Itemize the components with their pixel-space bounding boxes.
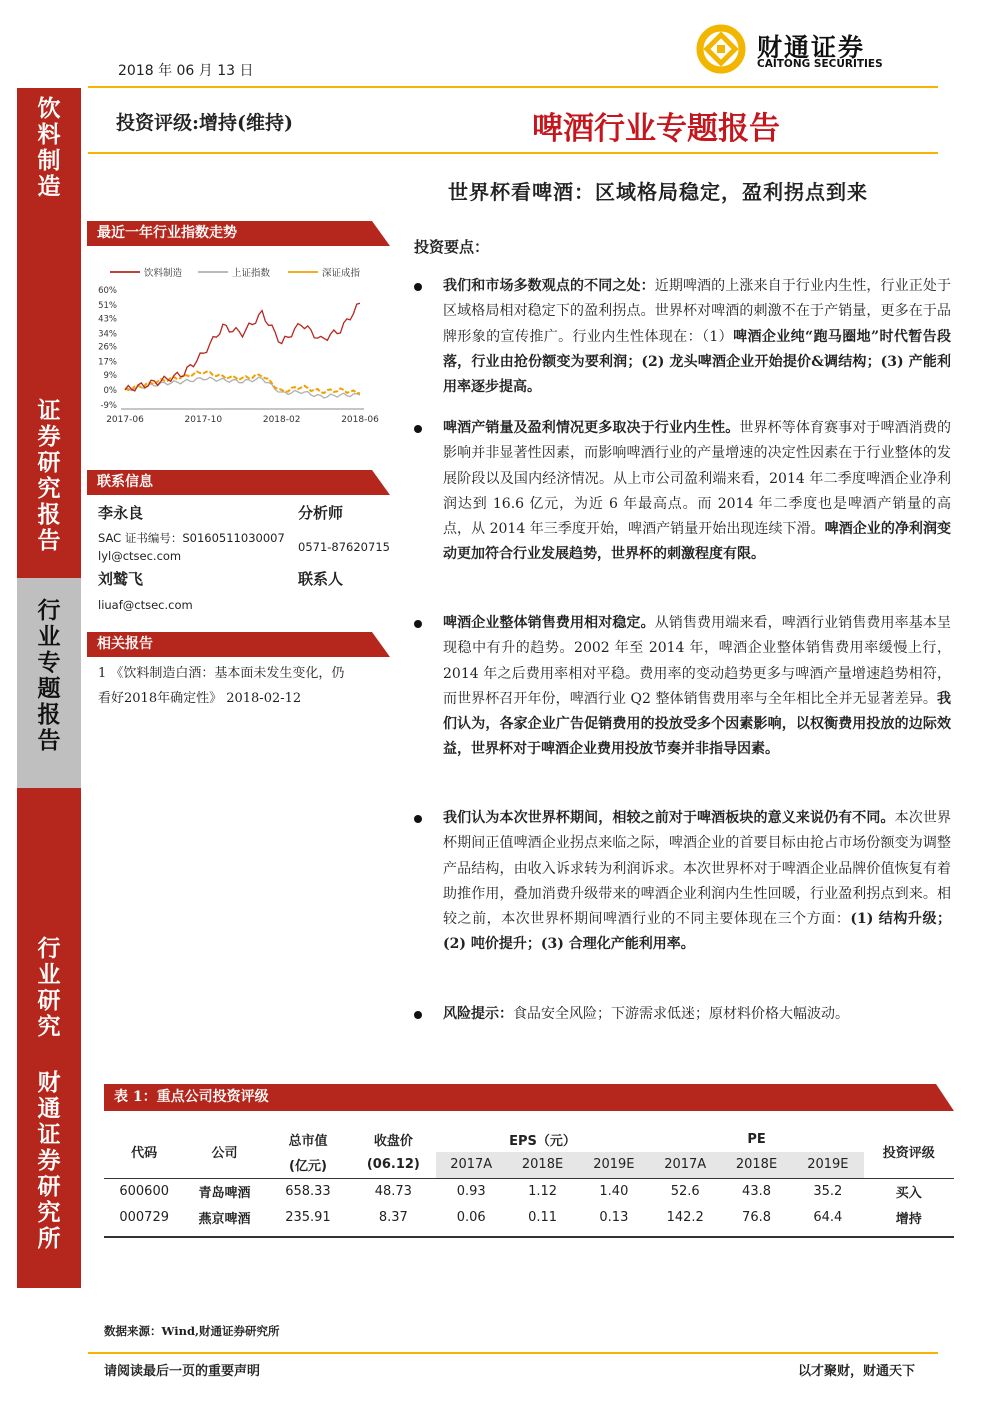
col-header-mcap: 总市值 bbox=[288, 1133, 328, 1149]
col-header-close: 收盘价 bbox=[373, 1133, 413, 1149]
point-3: 啤酒企业整体销售费用相对稳定。从销售费用端来看，啤酒行业销售费用率基本呈现稳中有升的趋势。2002 年至 2014 年，啤酒企业整体销售费用率缓慢上行，2014 年之后费用率相对平稳。费用率的变动趋势更多与啤酒产量增速趋势相符，而世界杯召开年份，啤酒行业 Q2 整体销售费用率与全年相比全并无显著差异。我们认为，各家企业广告促销费用的投放受多个因素影响，以权衡费用投放的边际效益，世界杯对于啤酒企业费用投放节奏并非指导因素。 bbox=[443, 615, 952, 758]
y-tick-label: 51% bbox=[98, 301, 117, 311]
analyst-name-2: 刘鹫飞 bbox=[98, 570, 144, 588]
col-header-close-date: (06.12) bbox=[366, 1157, 420, 1173]
related-section-heading: 相关报告 bbox=[87, 632, 390, 657]
y-tick-label: 26% bbox=[98, 342, 117, 353]
cell: 0.93 bbox=[456, 1183, 486, 1199]
cell: 0.06 bbox=[456, 1209, 486, 1225]
related-report-line2[interactable]: 看好2018年确定性》 2018-02-12 bbox=[98, 691, 302, 706]
related-report-line1[interactable]: 1 《饮料制造白酒：基本面未发生变化，仍 bbox=[98, 666, 345, 681]
point-4: 我们认为本次世界杯期间，相较之前对于啤酒板块的意义来说仍有不同。本次世界杯期间正值啤酒企业拐点来临之际，啤酒企业的首要目标由抢占市场份额变为调整产品结构，由收入诉求转为利润诉求。本次世界杯对于啤酒企业品牌价值恢复有着助推作用，叠加消费升级带来的啤酒企业利润内生性回暖，行业盈利拐点到来。相较之前，本次世界杯期间啤酒行业的不同主要体现在三个方面：(1) 结构升级；(2) 吨价提升；(3) 合理化产能利用率。 bbox=[443, 810, 951, 953]
analyst-phone: 0571-87620715 bbox=[298, 540, 390, 554]
analyst-email-1[interactable]: lyl@ctsec.com bbox=[98, 549, 182, 563]
x-tick-label: 2017-10 bbox=[184, 415, 223, 425]
col-year: 2017A bbox=[436, 1152, 507, 1178]
sidebar-label-report: 证 券 研 究 报 告 bbox=[37, 397, 61, 554]
sidebar-label-institute: 财 通 证 券 研 究 所 bbox=[37, 1069, 61, 1252]
analyst-email-2[interactable]: liuaf@ctsec.com bbox=[98, 598, 193, 612]
x-tick-label: 2018-02 bbox=[262, 415, 301, 425]
chart-section-heading: 最近一年行业指数走势 bbox=[87, 221, 390, 246]
col-year: 2018E bbox=[507, 1152, 578, 1178]
index-chart bbox=[90, 258, 390, 448]
rating-table bbox=[104, 1126, 954, 1230]
caitong-logo bbox=[693, 24, 923, 74]
cell: 43.8 bbox=[742, 1183, 771, 1199]
bullet-3 bbox=[414, 620, 422, 628]
bullet-5 bbox=[414, 1011, 422, 1019]
report-subtitle: 世界杯看啤酒：区域格局稳定，盈利拐点到来 bbox=[448, 180, 868, 204]
logo-cn-text: 财通证券 bbox=[757, 33, 866, 62]
cell: 235.91 bbox=[285, 1209, 331, 1225]
y-tick-label: 9% bbox=[103, 371, 117, 381]
cell: 142.2 bbox=[666, 1209, 704, 1225]
col-header-mcap-unit: (亿元) bbox=[289, 1159, 327, 1175]
analyst-role-1: 分析师 bbox=[298, 504, 344, 522]
cell: 增持 bbox=[895, 1211, 922, 1227]
x-tick-label: 2018-06 bbox=[341, 415, 379, 425]
analyst-name-1: 李永良 bbox=[98, 504, 144, 522]
report-date: 2018 年 06 月 13 日 bbox=[118, 63, 254, 79]
legend-label: 上证指数 bbox=[232, 268, 271, 279]
points-heading: 投资要点： bbox=[414, 238, 490, 256]
point-1: 我们和市场多数观点的不同之处：近期啤酒的上涨来自于行业内生性，行业正处于区域格局相对稳定下的盈利拐点。世界杯对啤酒的刺激不在于产销量，更多在于品牌形象的宣传推广。行业内生性体现在：（1）啤酒企业纯“跑马圈地”时代暂告段落，行业由抢份额变为要利润；(2) 龙头啤酒企业开始提价&调结构；(3) 产能利用率逐步提高。 bbox=[443, 278, 952, 396]
cell: 8.37 bbox=[378, 1209, 408, 1225]
report-type-title: 啤酒行业专题报告 bbox=[532, 111, 780, 147]
cell: 0.13 bbox=[599, 1209, 629, 1225]
cell: 658.33 bbox=[285, 1183, 331, 1199]
header-rule-top bbox=[88, 86, 938, 88]
footer-slogan: 以才聚财，财通天下 bbox=[798, 1364, 916, 1379]
cell: 青岛啤酒 bbox=[198, 1185, 251, 1201]
bullet-1 bbox=[414, 283, 422, 291]
cell: 000729 bbox=[119, 1209, 169, 1225]
cell: 52.6 bbox=[670, 1183, 700, 1199]
header-rule-bottom bbox=[88, 152, 938, 154]
bullet-4 bbox=[414, 815, 422, 823]
cell: 买入 bbox=[895, 1185, 922, 1201]
table-title-bar: 表 1：重点公司投资评级 bbox=[104, 1084, 954, 1111]
y-tick-label: 17% bbox=[98, 357, 117, 368]
sac-number: SAC 证书编号：S0160511030007 bbox=[98, 531, 285, 545]
legend-label: 饮料制造 bbox=[144, 268, 183, 279]
sidebar-label-industry: 饮 料 制 造 bbox=[37, 95, 61, 200]
cell: 燕京啤酒 bbox=[198, 1211, 251, 1227]
contact-section-heading: 联系信息 bbox=[87, 470, 390, 495]
y-tick-label: 60% bbox=[98, 286, 117, 296]
table-source: 数据来源：Wind,财通证券研究所 bbox=[104, 1324, 280, 1338]
index-chart-svg bbox=[90, 258, 390, 448]
table-row bbox=[104, 1178, 954, 1204]
sidebar-label-research: 行 业 研 究 bbox=[37, 935, 61, 1040]
cell: 48.73 bbox=[374, 1183, 412, 1199]
point-2: 啤酒产销量及盈利情况更多取决于行业内生性。世界杯等体育赛事对于啤酒消费的影响并非显著性因素，而影响啤酒行业的产量增速的决定性因素在于行业整体的发展阶段以及国内经济情况。从上市公司盈利端来看，2014 年二季度啤酒企业净利润达到 16.6 亿元，为近 6 年最高点。而 2014 年二季度也是啤酒产销量的高点，从 2014 年三季度开始，啤酒产销量开始出现连续下滑。啤酒企业的净利润变动更加符合行业发展趋势，世界杯的刺激程度有限。 bbox=[443, 420, 952, 563]
footer-rule bbox=[88, 1352, 938, 1354]
analyst-role-2: 联系人 bbox=[298, 570, 344, 588]
col-year: 2019E bbox=[578, 1152, 649, 1178]
col-header-rating: 投资评级 bbox=[882, 1146, 935, 1162]
x-tick-label: 2017-06 bbox=[106, 415, 144, 425]
footer-disclaimer[interactable]: 请阅读最后一页的重要声明 bbox=[104, 1364, 261, 1379]
col-year: 2019E bbox=[792, 1152, 863, 1178]
y-tick-label: -9% bbox=[100, 401, 117, 411]
cell: 600600 bbox=[119, 1183, 169, 1199]
col-header-company: 公司 bbox=[211, 1146, 238, 1162]
table-row bbox=[104, 1204, 954, 1230]
cell: 1.40 bbox=[599, 1183, 629, 1199]
col-header-eps: EPS（元） bbox=[509, 1133, 576, 1149]
sidebar-label-topic: 行 业 专 题 报 告 bbox=[37, 597, 61, 754]
table-bottom-rule bbox=[104, 1236, 954, 1238]
logo-emblem-icon bbox=[693, 24, 749, 74]
cell: 35.2 bbox=[813, 1183, 843, 1199]
col-year: 2018E bbox=[721, 1152, 792, 1178]
cell: 1.12 bbox=[528, 1183, 558, 1199]
logo-en-text: CAITONG SECURITIES bbox=[757, 58, 883, 70]
col-header-pe: PE bbox=[747, 1131, 766, 1147]
col-year: 2017A bbox=[650, 1152, 721, 1178]
col-header-code: 代码 bbox=[131, 1146, 158, 1162]
bullet-2 bbox=[414, 425, 422, 433]
cell: 64.4 bbox=[813, 1209, 843, 1225]
y-tick-label: 0% bbox=[103, 386, 117, 396]
point-5: 风险提示：食品安全风险；下游需求低迷；原材料价格大幅波动。 bbox=[443, 1006, 849, 1022]
series-line bbox=[125, 377, 360, 398]
cell: 76.8 bbox=[742, 1209, 771, 1225]
legend-label: 深证成指 bbox=[322, 268, 361, 279]
y-tick-label: 43% bbox=[98, 314, 117, 325]
cell: 0.11 bbox=[528, 1209, 558, 1225]
y-tick-label: 34% bbox=[98, 329, 117, 340]
rating-label: 投资评级:增持(维持) bbox=[116, 112, 293, 134]
